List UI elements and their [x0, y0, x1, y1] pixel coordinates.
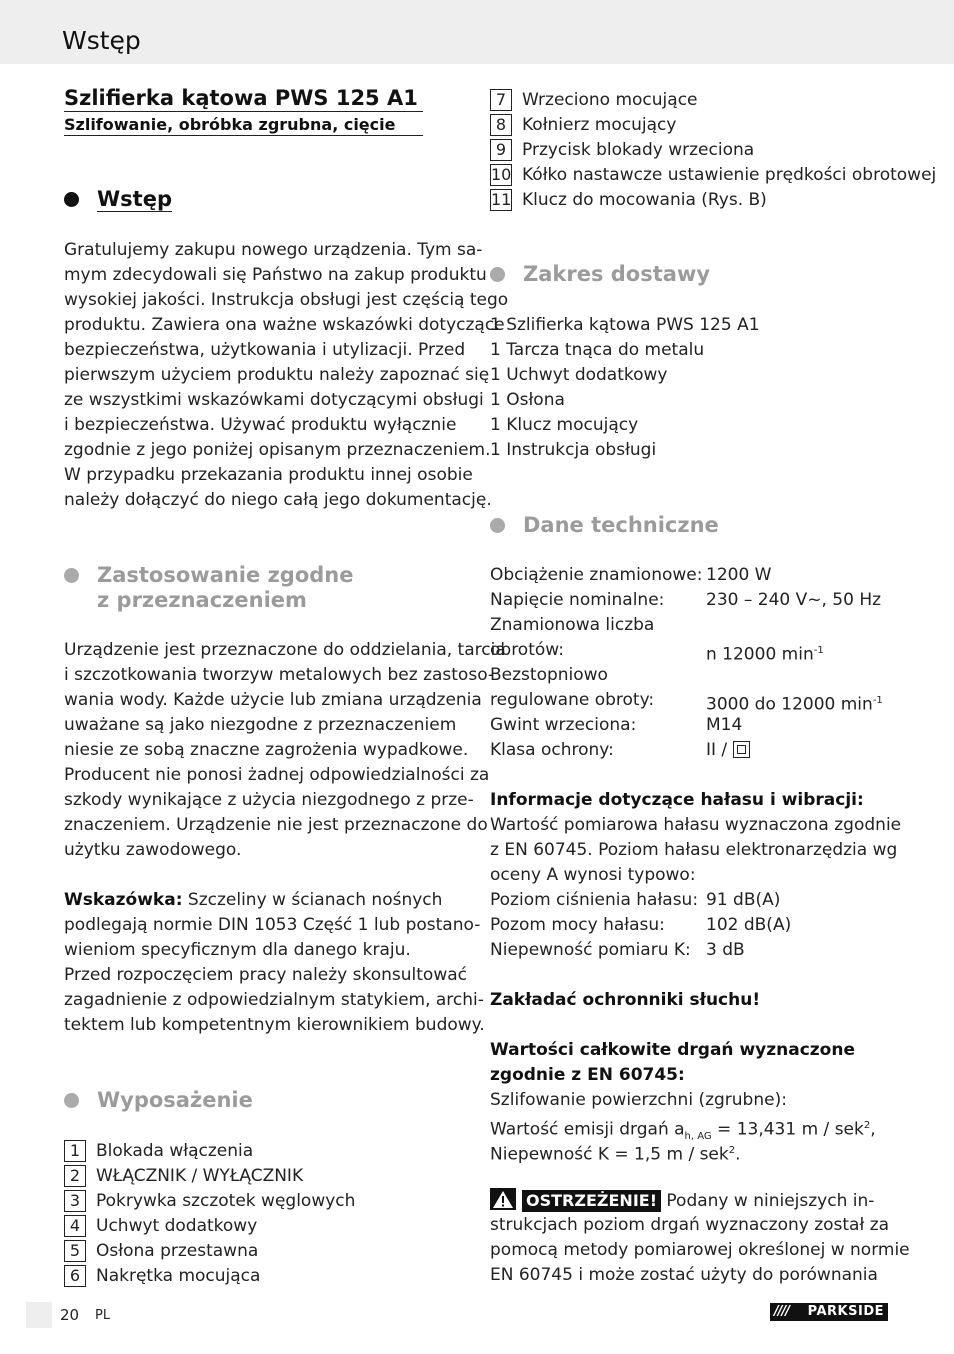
- tech-key: Gwint wrzeciona:: [490, 715, 637, 735]
- note-line: podlegają normie DIN 1053 Część 1 lub postano-: [64, 915, 481, 935]
- language-code: PL: [95, 1308, 111, 1323]
- item-label: Wrzeciono mocujące: [522, 90, 698, 110]
- intro-line: wysokiej jakości. Instrukcja obsługi jest częścią tego: [64, 290, 509, 310]
- section-intro-label: Wstęp: [97, 187, 172, 211]
- note-line: Przed rozpoczęciem pracy należy skonsultować: [64, 965, 468, 985]
- delivery-item: 1 Klucz mocujący: [490, 415, 639, 435]
- item-label: Nakrętka mocująca: [96, 1266, 261, 1286]
- usage-line: szkody wynikające z użycia niezgodnego z prze-: [64, 790, 474, 810]
- noise-heading: Informacje dotyczące hałasu i wibracji:: [490, 790, 864, 810]
- item-number: 9: [490, 139, 512, 161]
- section-usage-label-2: z przeznaczeniem: [97, 588, 307, 612]
- subtitle-underline: [64, 135, 423, 136]
- uncertainty-exponent: 2: [728, 1145, 736, 1156]
- emission-label: Wartość emisji drgań a: [490, 1119, 685, 1140]
- item-label: Osłona przestawna: [96, 1241, 259, 1261]
- bullet-icon: [64, 1093, 79, 1108]
- intro-line: bezpieczeństwa, użytkowania i utylizacji. Przed: [64, 340, 466, 360]
- tech-value: 230 – 240 V~, 50 Hz: [706, 590, 882, 610]
- item-number: 1: [64, 1140, 86, 1162]
- usage-line: niesie ze sobą znaczne zagrożenia wypadkowe.: [64, 740, 469, 760]
- noise-value: 91 dB(A): [706, 890, 781, 910]
- tech-key: regulowane obroty:: [490, 690, 655, 710]
- noise-line: Wartość pomiarowa hałasu wyznaczona zgodnie: [490, 815, 902, 835]
- section-delivery-label: Zakres dostawy: [523, 262, 711, 286]
- usage-line: użytku zawodowego.: [64, 840, 242, 860]
- intro-line: pierwszym użyciem produktu należy zapoznać się: [64, 365, 490, 385]
- vibration-line-1: Szlifowanie powierzchni (zgrubne):: [490, 1090, 787, 1110]
- item-label: Uchwyt dodatkowy: [96, 1216, 258, 1236]
- usage-line: uważane są jako niezgodne z przeznaczeniem: [64, 715, 457, 735]
- item-label: Blokada włączenia: [96, 1141, 254, 1161]
- item-number: 11: [491, 190, 512, 209]
- tech-key: Bezstopniowo: [490, 665, 608, 685]
- tech-key: Napięcie nominalne:: [490, 590, 665, 610]
- section-equipment-label: Wyposażenie: [97, 1088, 253, 1112]
- header-band: [0, 0, 954, 64]
- page-number-tab: [26, 1302, 52, 1328]
- page-number: 20: [60, 1306, 80, 1324]
- tech-value: 1200 W: [706, 565, 772, 585]
- item-number: 7: [490, 89, 512, 111]
- note-line: wieniom specyficznym dla danego kraju.: [64, 940, 411, 960]
- brand-logo: [770, 1303, 888, 1321]
- section-usage-label-1: Zastosowanie zgodne: [97, 563, 354, 587]
- item-label: Kołnierz mocujący: [522, 115, 677, 135]
- tech-value: [706, 638, 824, 668]
- title-underline: [64, 111, 423, 112]
- ear-protection-note: Zakładać ochronniki słuchu!: [490, 990, 761, 1010]
- intro-line: należy dołączyć do niego całą jego dokumentację.: [64, 490, 492, 510]
- vibration-heading-2: zgodnie z EN 60745:: [490, 1065, 685, 1085]
- tech-key: obrotów:: [490, 640, 564, 660]
- note-line: zagadnienie z odpowiedzialnym statykiem, archi-: [64, 990, 484, 1010]
- tech-key: Znamionowa liczba: [490, 615, 655, 635]
- emission-subscript: h, AG: [684, 1131, 712, 1143]
- double-insulation-icon: [733, 741, 750, 758]
- tech-value: [706, 738, 750, 763]
- intro-line: ze wszystkimi wskazówkami dotyczącymi obsługi: [64, 390, 484, 410]
- warning-line: strukcjach poziom drgań wyznaczony został za: [490, 1215, 890, 1235]
- intro-line: W przypadku przekazania produktu innej osobie: [64, 465, 473, 485]
- warning-first-line: [490, 1188, 874, 1214]
- vibration-heading-1: Wartości całkowite drgań wyznaczone: [490, 1040, 855, 1060]
- tech-key: Obciążenie znamionowe:: [490, 565, 703, 585]
- intro-line: produktu. Zawiera ona ważne wskazówki dotyczące: [64, 315, 505, 335]
- intro-line: i bezpieczeństwa. Używać produktu wyłącznie: [64, 415, 457, 435]
- warning-line: pomocą metody pomiarowej określonej w normie: [490, 1240, 910, 1260]
- delivery-item: 1 Uchwyt dodatkowy: [490, 365, 668, 385]
- item-number: 2: [64, 1165, 86, 1187]
- item-number: 8: [490, 114, 512, 136]
- uncertainty-label: Niepewność K = 1,5 m / sek: [490, 1144, 729, 1165]
- warning-label: OSTRZEŻENIE!: [522, 1190, 661, 1212]
- warning-text: Podany w niniejszych in-: [661, 1191, 875, 1211]
- class-value: II /: [706, 740, 733, 760]
- item-number: 3: [64, 1190, 86, 1212]
- variable-value: 3000 do 12000 min: [706, 694, 873, 715]
- noise-line: z EN 60745. Poziom hałasu elektronarzędzia wg: [490, 840, 898, 860]
- item-label: WŁĄCZNIK / WYŁĄCZNIK: [96, 1166, 304, 1186]
- emission-exponent: 2: [863, 1120, 871, 1131]
- section-tech-label: Dane techniczne: [523, 513, 719, 537]
- usage-line: i szczotkowania tworzyw metalowych bez zastoso-: [64, 665, 495, 685]
- warning-line: EN 60745 i może zostać użyty do porównania: [490, 1265, 878, 1285]
- delivery-item: 1 Tarcza tnąca do metalu: [490, 340, 705, 360]
- tech-value: M14: [706, 715, 743, 735]
- item-label: Przycisk blokady wrzeciona: [522, 140, 755, 160]
- variable-exponent: -1: [872, 695, 883, 706]
- header-title: Wstęp: [62, 26, 141, 55]
- bullet-icon: [64, 192, 79, 207]
- note-text: Szczeliny w ścianach nośnych: [182, 890, 443, 910]
- usage-line: wania wody. Każde użycie lub zmiana urządzenia: [64, 690, 482, 710]
- note-line: tektem lub kompetentnym kierownikiem budowy.: [64, 1015, 485, 1035]
- usage-line: znaczeniem. Urządzenie nie jest przeznaczone do: [64, 815, 488, 835]
- product-subtitle: Szlifowanie, obróbka zgrubna, cięcie: [64, 115, 396, 134]
- emission-punct: ,: [870, 1119, 876, 1140]
- intro-line: mym zdecydowali się Państwo na zakup produktu: [64, 265, 487, 285]
- item-number: 10: [491, 165, 512, 184]
- noise-line: oceny A wynosi typowo:: [490, 865, 696, 885]
- noise-key: Pozom mocy hałasu:: [490, 915, 665, 935]
- tech-key: Klasa ochrony:: [490, 740, 614, 760]
- item-number: 4: [64, 1215, 86, 1237]
- warning-triangle-icon: [490, 1188, 516, 1210]
- delivery-item: 1 Instrukcja obsługi: [490, 440, 657, 460]
- item-label: Pokrywka szczotek węglowych: [96, 1191, 356, 1211]
- intro-line: zgodnie z jego poniżej opisanym przeznaczeniem.: [64, 440, 491, 460]
- item-number: 6: [64, 1265, 86, 1287]
- bullet-icon: [490, 518, 505, 533]
- usage-line: Producent nie ponosi żadnej odpowiedzialności za: [64, 765, 490, 785]
- delivery-item: 1 Osłona: [490, 390, 565, 410]
- intro-heading-underline: [97, 211, 172, 212]
- noise-key: Poziom ciśnienia hałasu:: [490, 890, 699, 910]
- noise-value: 3 dB: [706, 940, 745, 960]
- item-number: 5: [64, 1240, 86, 1262]
- brand-name: PARKSIDE: [807, 1304, 884, 1319]
- brand-stripes-icon: ////: [774, 1304, 789, 1319]
- speed-value: n 12000 min: [706, 644, 814, 665]
- noise-key: Niepewność pomiaru K:: [490, 940, 691, 960]
- noise-value: 102 dB(A): [706, 915, 792, 935]
- item-label: Klucz do mocowania (Rys. B): [522, 190, 767, 210]
- speed-exponent: -1: [813, 645, 824, 656]
- bullet-icon: [64, 568, 79, 583]
- item-label: Kółko nastawcze ustawienie prędkości obrotowej: [522, 165, 937, 185]
- vibration-uncertainty: [490, 1138, 741, 1168]
- note-label: Wskazówka:: [64, 890, 183, 910]
- emission-value: = 13,431 m / sek: [711, 1119, 864, 1140]
- delivery-item: 1 Szlifierka kątowa PWS 125 A1: [490, 315, 760, 335]
- intro-line: Gratulujemy zakupu nowego urządzenia. Tym sa-: [64, 240, 483, 260]
- note-first-line: [64, 888, 442, 913]
- bullet-icon: [490, 267, 505, 282]
- uncertainty-punct: .: [735, 1144, 741, 1165]
- usage-line: Urządzenie jest przeznaczone do oddzielania, tarcia: [64, 640, 506, 660]
- product-title: Szlifierka kątowa PWS 125 A1: [64, 86, 418, 110]
